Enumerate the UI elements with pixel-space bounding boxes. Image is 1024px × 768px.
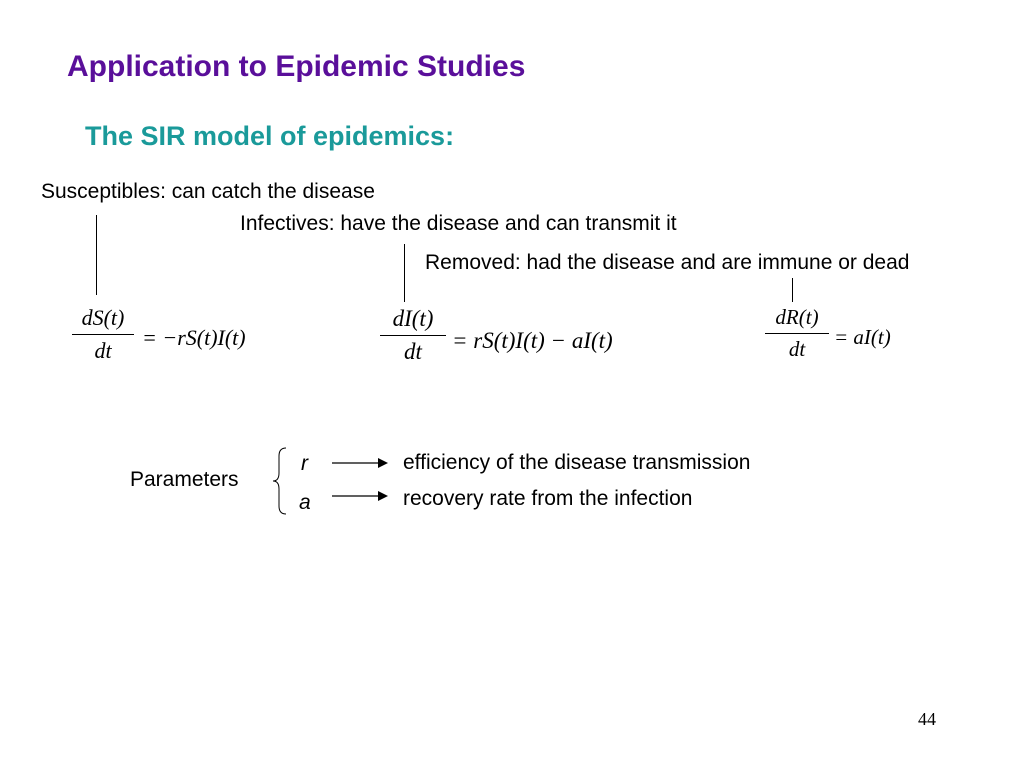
parameters-label: Parameters: [130, 468, 239, 491]
slide-title: Application to Epidemic Studies: [67, 50, 526, 83]
equation-i-bar: [380, 335, 446, 336]
parameter-symbol-r: r: [301, 452, 308, 475]
infectives-connector-line: [404, 244, 405, 302]
equation-r-denominator: dt: [788, 337, 806, 361]
equation-s-bar: [72, 334, 134, 335]
removed-label: Removed: had the disease and are immune or dead: [425, 251, 910, 274]
parameter-description-r: efficiency of the disease transmission: [403, 451, 751, 474]
equation-r-fraction: [765, 305, 829, 362]
arrow-a-icon: [332, 489, 388, 503]
susceptibles-connector-line: [96, 215, 97, 295]
equation-i-fraction: [380, 306, 446, 365]
equation-r-numerator: dR(t): [775, 305, 819, 329]
parameters-brace-icon: [270, 446, 290, 516]
equation-r-bar: [765, 333, 829, 334]
equation-i-rhs: = rS(t)I(t) − aI(t): [452, 328, 613, 353]
slide-subtitle: The SIR model of epidemics:: [85, 121, 455, 151]
equation-i-denominator: dt: [404, 339, 422, 364]
equation-s-denominator: dt: [94, 338, 112, 363]
infectives-label: Infectives: have the disease and can transmit it: [240, 212, 677, 235]
page-number: 44: [918, 709, 936, 729]
parameter-description-a: recovery rate from the infection: [403, 487, 693, 510]
parameter-symbol-a: a: [299, 491, 311, 514]
equation-i-numerator: dI(t): [392, 306, 434, 331]
equation-s-numerator: dS(t): [81, 305, 125, 330]
equation-s-fraction: [72, 305, 134, 364]
susceptibles-label: Susceptibles: can catch the disease: [41, 180, 375, 203]
equation-r-rhs: = aI(t): [834, 325, 891, 349]
equation-s-rhs: = −rS(t)I(t): [142, 325, 246, 350]
removed-connector-line: [792, 278, 793, 302]
arrow-r-icon: [332, 456, 388, 470]
